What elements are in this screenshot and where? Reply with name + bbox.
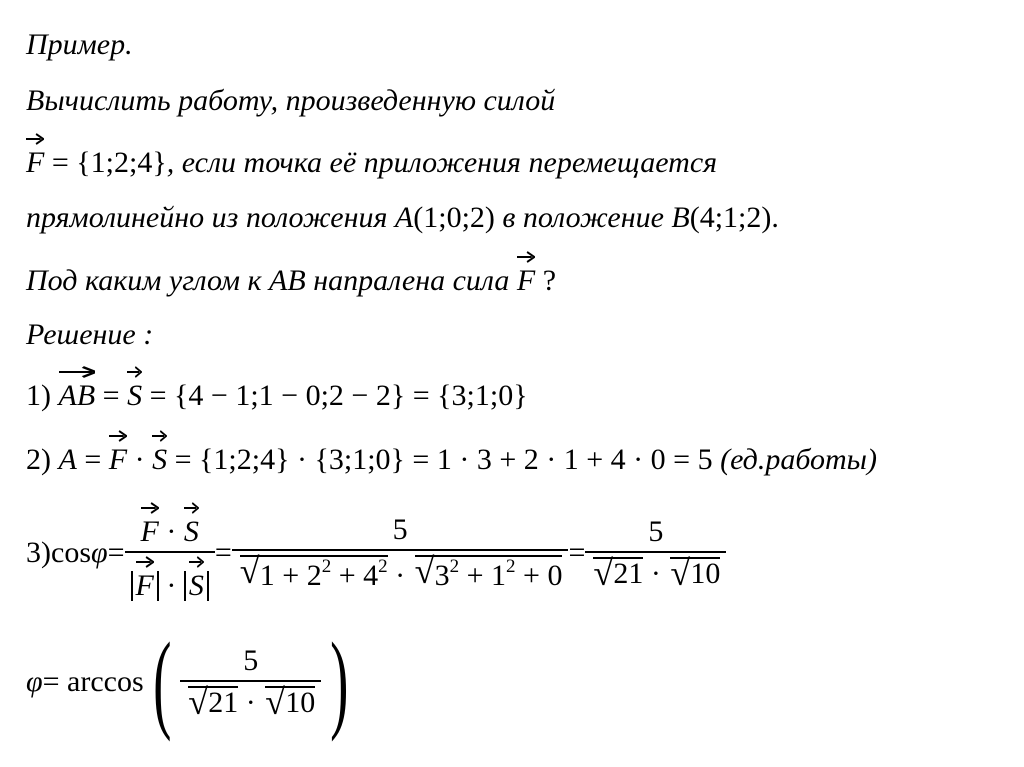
radicand: 21	[613, 557, 644, 590]
dot-operator: ·	[643, 557, 669, 590]
s-symbol: S	[152, 443, 168, 476]
s-vector	[127, 381, 142, 411]
dot-operator: ·	[238, 685, 264, 719]
work-symbol: A	[58, 443, 77, 476]
ab-vector	[59, 381, 96, 411]
vector-arrow-icon	[517, 250, 535, 264]
radicand-part: 1 + 2	[259, 559, 322, 592]
vector-arrow-icon	[109, 429, 127, 443]
f-symbol: F	[135, 569, 154, 602]
equals-sign: =	[568, 536, 586, 569]
cos-fraction-vectors	[125, 505, 215, 601]
f-vector	[136, 571, 154, 601]
question-ab: AB	[269, 264, 306, 297]
step-3	[26, 505, 726, 601]
s-symbol: S	[183, 515, 199, 548]
force-vector	[26, 148, 44, 178]
exponent: 2	[449, 556, 460, 577]
question-line	[26, 266, 556, 296]
s-symbol: S	[127, 379, 143, 412]
fraction-numerator: 5	[243, 643, 259, 677]
fraction-numerator: 5	[392, 513, 408, 546]
force-value: = {1;2;4}	[44, 146, 167, 179]
cos-function: cos	[51, 536, 91, 569]
step-1-eq: =	[95, 379, 128, 412]
step-2-eq: =	[76, 443, 109, 476]
s-vector	[152, 445, 167, 475]
dot-operator: ·	[158, 515, 184, 548]
step-2-label: 2)	[26, 443, 59, 476]
dot-operator: ·	[158, 569, 184, 602]
task-line-3	[26, 203, 779, 233]
fraction-numerator	[125, 505, 215, 551]
equals-sign: =	[107, 536, 125, 569]
point-a-coords: (1;0;2)	[413, 201, 495, 234]
vector-arrow-icon	[189, 555, 204, 569]
cos-fraction-simplified	[585, 517, 726, 589]
example-heading: Пример.	[26, 28, 133, 61]
exponent: 2	[321, 556, 332, 577]
question-suffix: ?	[535, 264, 557, 297]
dot-operator: ·	[387, 559, 413, 592]
ab-symbol: AB	[58, 379, 96, 412]
work-units: (ед.работы)	[720, 443, 877, 476]
exponent: 2	[506, 556, 516, 577]
vector-arrow-icon	[127, 365, 142, 379]
task-between: в положение	[494, 201, 672, 234]
force-symbol: F	[26, 146, 45, 179]
close-paren: )	[330, 620, 349, 742]
f-symbol: F	[140, 515, 159, 548]
fraction-denominator	[585, 553, 726, 589]
vector-arrow-icon	[184, 501, 199, 515]
step-1-label: 1)	[26, 379, 59, 412]
radicand-part: + 0	[515, 559, 563, 592]
step-1-rhs: = {4 − 1;1 − 0;2 − 2} = {3;1;0}	[142, 379, 528, 412]
task-line-2-rest: , если точка её приложения перемещается	[166, 146, 718, 179]
equals-sign: =	[214, 536, 232, 569]
fraction-denominator	[232, 551, 569, 591]
question-prefix: Под каким углом к	[26, 264, 270, 297]
radicand: 21	[208, 685, 239, 719]
arccos-fraction	[180, 643, 321, 719]
radicand: 10	[285, 685, 316, 719]
point-b: B	[671, 201, 690, 234]
fraction-denominator	[125, 553, 215, 601]
vector-arrow-icon	[59, 365, 96, 379]
s-vector	[184, 517, 199, 547]
f-symbol: F	[108, 443, 128, 476]
fraction-numerator: 5	[648, 515, 664, 548]
final-answer	[26, 620, 358, 742]
phi-symbol: φ	[26, 664, 43, 698]
sqrt-sign	[265, 686, 315, 718]
step-3-label: 3)	[26, 536, 51, 569]
vector-arrow-icon	[141, 501, 159, 515]
question-force-vector	[517, 266, 535, 296]
fraction-denominator	[180, 682, 321, 718]
step-2-rhs: = {1;2;4} · {3;1;0} = 1 · 3 + 2 · 1 + 4 · 0 = 5	[167, 443, 721, 476]
f-vector	[109, 445, 127, 475]
sqrt-sign	[670, 557, 720, 589]
dot-operator: ·	[127, 443, 153, 476]
radicand-part: 3	[434, 559, 450, 592]
point-a: A	[394, 201, 414, 234]
s-symbol: S	[188, 569, 204, 602]
sqrt-sign	[188, 686, 238, 718]
arccos-function: = arccos	[42, 664, 144, 698]
point-b-coords: (4;1;2).	[689, 201, 779, 234]
s-magnitude	[184, 571, 209, 601]
force-symbol: F	[516, 264, 536, 297]
sqrt-sign	[593, 557, 643, 589]
radicand-part: + 4	[331, 559, 379, 592]
question-mid: напралена сила	[305, 264, 517, 297]
step-2	[26, 445, 877, 475]
task-line-2	[26, 148, 717, 178]
vector-arrow-icon	[26, 132, 44, 146]
cos-fraction-numeric	[232, 515, 569, 591]
exponent: 2	[378, 556, 388, 577]
task-line-3-prefix: прямолинейно из положения	[26, 201, 395, 234]
phi-symbol: φ	[91, 536, 108, 569]
f-magnitude	[131, 571, 159, 601]
sqrt-sign	[415, 555, 563, 591]
radicand: 10	[690, 557, 721, 590]
step-1	[26, 381, 528, 411]
task-line-1: Вычислить работу, произведенную силой	[26, 84, 556, 117]
solution-heading: Решение :	[26, 318, 154, 351]
sqrt-sign	[240, 555, 388, 591]
open-paren: (	[152, 620, 172, 742]
radicand-part: + 1	[459, 559, 507, 592]
s-vector	[189, 571, 204, 601]
f-vector	[141, 517, 159, 547]
vector-arrow-icon	[136, 555, 154, 569]
vector-arrow-icon	[152, 429, 167, 443]
